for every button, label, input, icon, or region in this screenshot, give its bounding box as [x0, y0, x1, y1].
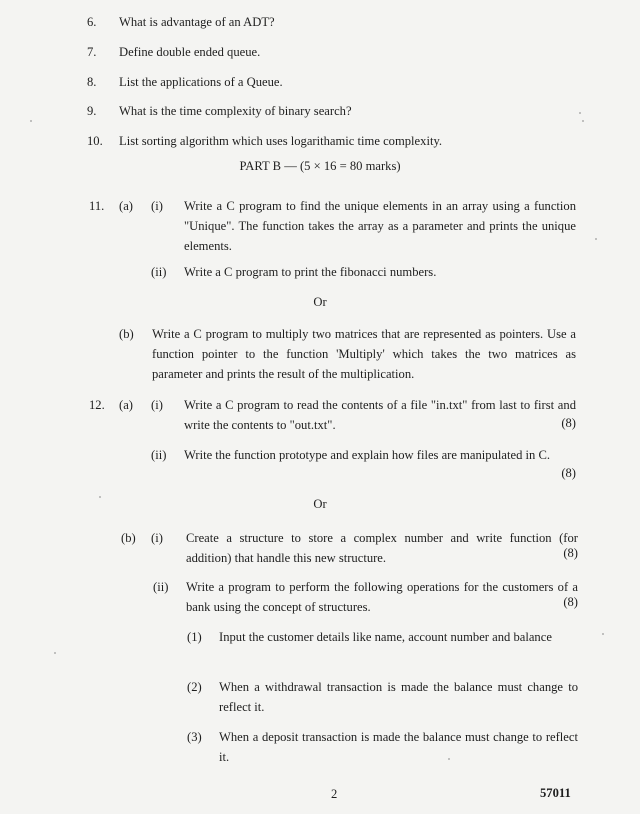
question-number: 11.	[89, 199, 105, 213]
sub-item-text: When a withdrawal transaction is made the balance must change to reflect it.	[219, 680, 578, 714]
sub-label: (i)	[151, 199, 163, 213]
sub-label: (i)	[151, 531, 163, 545]
question-text: Write a C program to read the contents of a file "in.txt" from last to first and write the contents to "out.txt".	[184, 398, 576, 432]
sub-label: (ii)	[151, 265, 167, 279]
part-b-heading: PART B — (5 × 16 = 80 marks)	[239, 159, 401, 173]
marks: (8)	[561, 416, 576, 430]
question-text: Write a C program to find the unique elements in an array using a function "Unique". The function takes the array as a parameter and prints the unique elements.	[184, 199, 576, 253]
question-text: What is advantage of an ADT?	[119, 15, 275, 29]
sub-item-number: (2)	[187, 680, 202, 694]
scan-speck	[448, 758, 450, 760]
scan-speck	[54, 652, 56, 654]
or-separator: Or	[313, 295, 327, 309]
sub-item-number: (3)	[187, 730, 202, 744]
question-text: Create a structure to store a complex number and write function (for addition) that handle this new structure.	[186, 531, 578, 565]
sub-label: (ii)	[151, 448, 167, 462]
or-separator: Or	[313, 497, 327, 511]
part-label: (b)	[119, 327, 134, 341]
marks: (8)	[563, 546, 578, 560]
scan-speck	[30, 120, 32, 122]
marks: (8)	[561, 466, 576, 480]
question-text: List the applications of a Queue.	[119, 75, 283, 89]
scan-speck	[99, 496, 101, 498]
part-label: (a)	[119, 398, 133, 412]
paper-code: 57011	[540, 786, 571, 800]
marks: (8)	[563, 595, 578, 609]
question-text: Write a program to perform the following operations for the customers of a bank using the concept of structures.	[186, 580, 578, 614]
question-number: 8.	[87, 75, 97, 89]
sub-item-text: When a deposit transaction is made the balance must change to reflect it.	[219, 730, 578, 764]
question-number: 6.	[87, 15, 97, 29]
scan-speck	[595, 238, 597, 240]
sub-item-number: (1)	[187, 630, 202, 644]
scan-speck	[579, 112, 581, 114]
scan-speck	[602, 633, 604, 635]
question-text: What is the time complexity of binary search?	[119, 104, 352, 118]
question-text: Write the function prototype and explain how files are manipulated in C.	[184, 448, 551, 462]
part-label: (a)	[119, 199, 133, 213]
page-number: 2	[331, 787, 338, 801]
question-text: List sorting algorithm which uses logarithamic time complexity.	[119, 134, 443, 148]
part-label: (b)	[121, 531, 136, 545]
question-number: 7.	[87, 45, 97, 59]
question-text: Write a C program to multiply two matrices that are represented as pointers. Use a function pointer to the function 'Multiply' which takes the two matrices as parameter and prints the result of the multiplication.	[152, 327, 576, 381]
question-number: 9.	[87, 104, 97, 118]
scan-speck	[582, 120, 584, 122]
question-number: 10.	[87, 134, 103, 148]
question-number: 12.	[89, 398, 105, 412]
sub-label: (ii)	[153, 580, 169, 594]
question-text: Write a C program to print the fibonacci numbers.	[184, 265, 437, 279]
question-text: Define double ended queue.	[119, 45, 261, 59]
sub-item-text: Input the customer details like name, account number and balance	[219, 630, 552, 644]
sub-label: (i)	[151, 398, 163, 412]
